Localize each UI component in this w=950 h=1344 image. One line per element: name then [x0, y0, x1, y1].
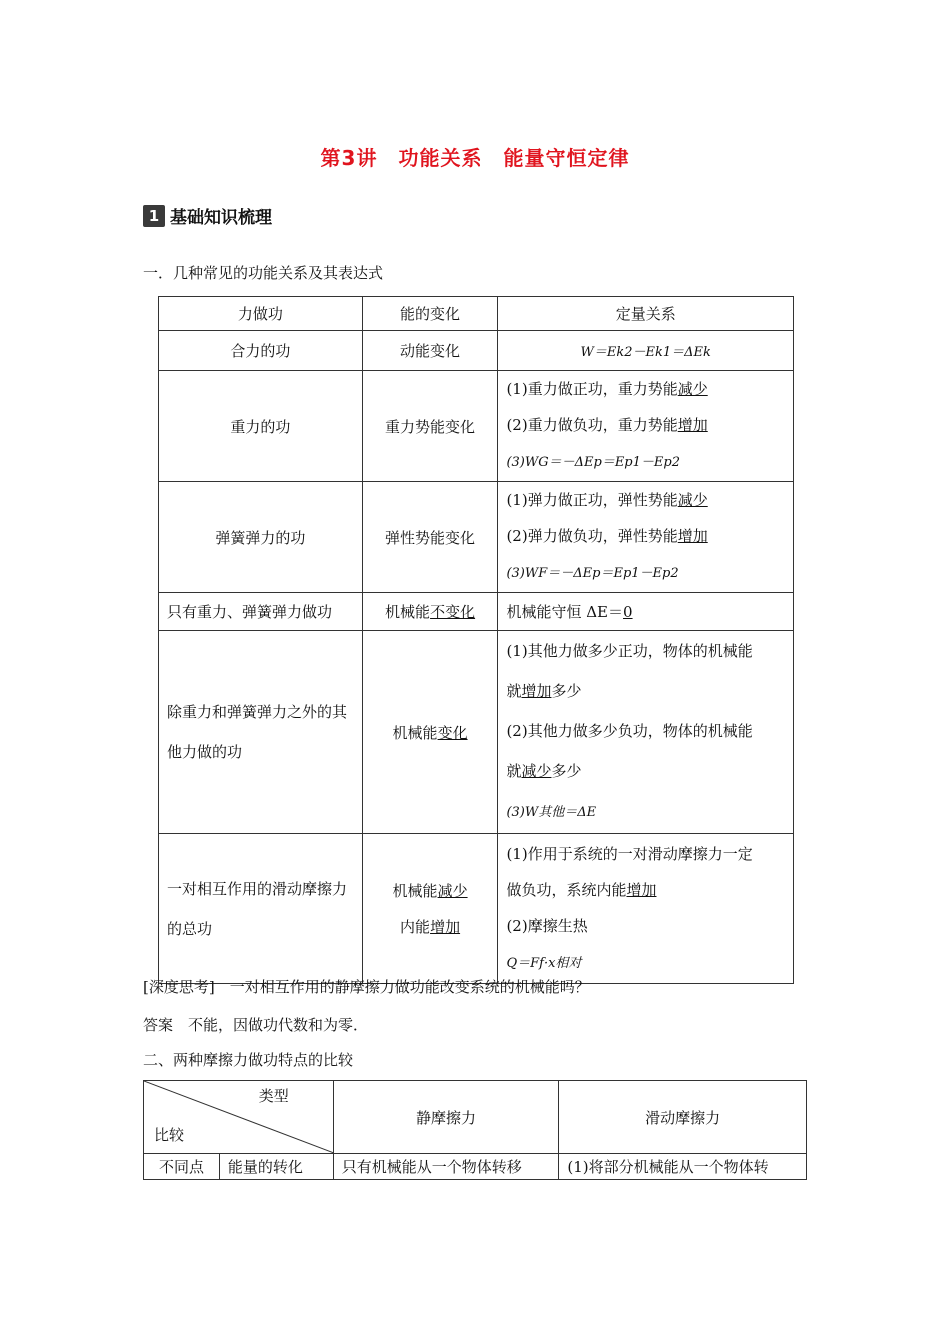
table-row: [159, 371, 794, 482]
cell-change: 动能变化: [362, 331, 498, 371]
page-title: 第3讲 功能关系 能量守恒定律: [320, 146, 630, 170]
cell-work: 弹簧弹力的功: [159, 482, 363, 593]
underlined-answer: 增加: [430, 917, 461, 936]
underlined-answer: 减少: [677, 380, 708, 398]
cell-row-label: 不同点: [144, 1154, 220, 1180]
underlined-answer: 减少: [677, 491, 708, 509]
cell-row-sub: 能量的转化: [219, 1154, 333, 1180]
work-energy-table: [158, 296, 794, 984]
header-work: 力做功: [159, 297, 363, 331]
section-heading: [143, 203, 272, 228]
cell-work: 只有重力、弹簧弹力做功: [159, 593, 363, 631]
text: 机械能守恒 ΔE＝: [506, 603, 624, 621]
cell-change: 重力势能变化: [362, 371, 498, 482]
deep-thinking-question: [深度思考] 一对相互作用的静摩擦力做功能改变系统的机械能吗？: [143, 978, 590, 996]
cell-relation: [498, 371, 794, 482]
underlined-answer: 不变化: [430, 603, 476, 621]
text: 内能: [400, 917, 431, 936]
cell-relation: [498, 631, 794, 834]
formula: W＝Ek2－Ek1＝ΔEk: [580, 345, 711, 360]
cell-relation: [498, 834, 794, 984]
text: (2)弹力做负功，弹性势能: [506, 527, 678, 545]
cell-work: 重力的功: [159, 371, 363, 482]
cell-sliding: (1)将部分机械能从一个物体转: [559, 1154, 807, 1180]
text: 就: [506, 762, 522, 780]
table-row: [159, 331, 794, 371]
underlined-answer: 变化: [437, 723, 468, 742]
header-static-friction: 静摩擦力: [333, 1081, 559, 1154]
underlined-answer: 减少: [521, 762, 552, 780]
cell-change: [362, 631, 498, 834]
table-row: [159, 593, 794, 631]
answer-text: 答案 不能，因做功代数和为零．: [143, 1016, 369, 1034]
table-row: [159, 631, 794, 834]
underlined-answer: 0: [623, 603, 633, 621]
section-badge: 1: [143, 205, 165, 227]
formula: (3)WG＝－ΔEp＝Ep1－Ep2: [506, 455, 680, 470]
diagonal-header-cell: [144, 1081, 334, 1154]
header-sliding-friction: 滑动摩擦力: [559, 1081, 807, 1154]
cell-change: [362, 593, 498, 631]
text: 就: [506, 682, 522, 700]
text: 机械能: [385, 603, 431, 621]
text: (2)重力做负功，重力势能: [506, 416, 678, 434]
part1-heading: 一．几种常见的功能关系及其表达式: [143, 264, 384, 282]
table-row: [159, 834, 794, 984]
text: (1)弹力做正功，弹性势能: [506, 491, 678, 509]
text: (2)其他力做多少负功，物体的机械能: [506, 722, 753, 740]
cell-relation: [498, 482, 794, 593]
formula: (3)WF＝－ΔEp＝Ep1－Ep2: [506, 566, 679, 581]
cell-static: 只有机械能从一个物体转移: [333, 1154, 559, 1180]
text: 多少: [551, 682, 582, 700]
underlined-answer: 增加: [677, 527, 708, 545]
cell-work: 除重力和弹簧弹力之外的其他力做的功: [159, 631, 363, 834]
table-row: [144, 1154, 807, 1180]
part2-heading: 二、两种摩擦力做功特点的比较: [143, 1051, 354, 1069]
text: 多少: [551, 762, 582, 780]
text: (1)作用于系统的一对滑动摩擦力一定: [506, 844, 753, 863]
text: (1)其他力做多少正功，物体的机械能: [506, 642, 753, 660]
cell-relation: [498, 593, 794, 631]
formula: Q＝Ff·x相对: [506, 955, 582, 971]
cell-work: 合力的功: [159, 331, 363, 371]
underlined-answer: 增加: [521, 682, 552, 700]
table-header-row: [144, 1081, 807, 1154]
underlined-answer: 增加: [626, 880, 657, 899]
underlined-answer: 增加: [677, 416, 708, 434]
table-header-row: [159, 297, 794, 331]
text: 机械能: [392, 881, 438, 900]
text: 机械能: [392, 723, 438, 742]
text: (1)重力做正功，重力势能: [506, 380, 678, 398]
text: (2)摩擦生热: [506, 916, 588, 935]
formula: (3)W其他＝ΔE: [506, 805, 597, 820]
friction-comparison-table: [143, 1080, 807, 1180]
table-row: [159, 482, 794, 593]
cell-work: 一对相互作用的滑动摩擦力的总功: [159, 834, 363, 984]
cell-change: [362, 834, 498, 984]
text: 做负功，系统内能: [506, 880, 627, 899]
header-change: 能的变化: [362, 297, 498, 331]
cell-relation: [498, 331, 794, 371]
diag-bottom-label: 比较: [154, 1126, 185, 1144]
section-label: 基础知识梳理: [170, 208, 272, 228]
header-relation: 定量关系: [498, 297, 794, 331]
underlined-answer: 减少: [437, 881, 468, 900]
diag-top-label: 类型: [258, 1087, 289, 1105]
cell-change: 弹性势能变化: [362, 482, 498, 593]
